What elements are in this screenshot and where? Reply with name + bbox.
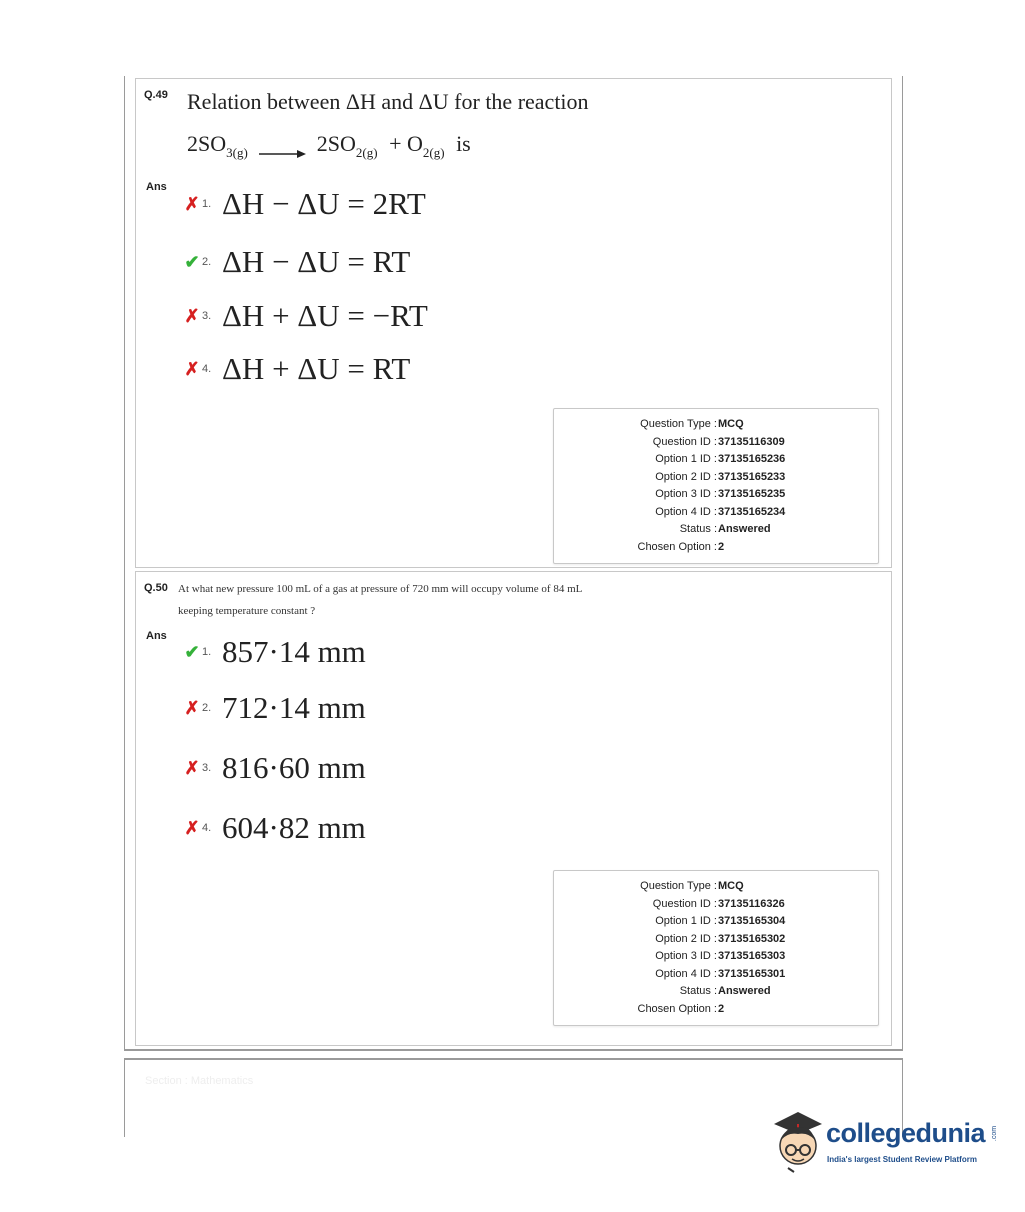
product-1-subscript: 2(g) bbox=[355, 145, 378, 160]
info-option-1-id: Option 1 ID : 37135165304 bbox=[655, 915, 786, 927]
info-status: Status : Answered bbox=[679, 523, 771, 535]
question-text: Relation between ΔH and ΔU for the reaction bbox=[187, 89, 589, 114]
info-chosen-option: Chosen Option : 2 bbox=[637, 540, 725, 553]
option-number: 2. bbox=[202, 702, 212, 714]
option-4 bbox=[184, 808, 366, 848]
cross-icon: ✗ bbox=[184, 305, 200, 326]
equation-tail: is bbox=[456, 131, 471, 156]
question-text-line-1: At what new pressure 100 mL of a gas at pressure of 720 mm will occupy volume of 84 mL bbox=[178, 583, 583, 595]
cross-icon: ✗ bbox=[184, 697, 200, 718]
product-1: 2SO bbox=[316, 131, 356, 156]
info-status: Status : Answered bbox=[679, 985, 771, 997]
option-1 bbox=[184, 184, 426, 224]
option-number: 1. bbox=[202, 198, 212, 210]
option-text: ΔH − ΔU = RT bbox=[222, 244, 411, 279]
option-number: 4. bbox=[202, 363, 212, 375]
check-icon: ✔ bbox=[184, 251, 200, 272]
reactant: 2SO bbox=[187, 131, 227, 156]
section-label: Section : Mathematics bbox=[145, 1075, 254, 1087]
option-text: 816·60 mm bbox=[222, 750, 366, 785]
question-50-panel bbox=[135, 571, 892, 1046]
option-number: 4. bbox=[202, 822, 212, 834]
option-number: 3. bbox=[202, 762, 212, 774]
collegedunia-logo bbox=[768, 1104, 1008, 1184]
option-text: 857·14 mm bbox=[222, 634, 366, 669]
option-4 bbox=[184, 349, 410, 389]
info-chosen-option: Chosen Option : 2 bbox=[637, 1002, 725, 1015]
question-number: Q.50 bbox=[144, 582, 168, 594]
question-text-line-2: keeping temperature constant ? bbox=[178, 605, 316, 617]
cross-icon: ✗ bbox=[184, 193, 200, 214]
ans-label: Ans bbox=[146, 630, 167, 642]
cross-icon: ✗ bbox=[184, 757, 200, 778]
info-option-3-id: Option 3 ID : 37135165235 bbox=[655, 488, 786, 500]
option-text: ΔH − ΔU = 2RT bbox=[222, 186, 426, 221]
info-option-3-id: Option 3 ID : 37135165303 bbox=[655, 950, 786, 962]
brand-suffix: .com bbox=[991, 1125, 999, 1142]
option-number: 1. bbox=[202, 646, 212, 658]
option-3 bbox=[184, 296, 428, 336]
reaction-equation bbox=[187, 131, 471, 161]
option-3 bbox=[184, 748, 366, 788]
option-2 bbox=[184, 242, 410, 282]
option-text: ΔH + ΔU = RT bbox=[222, 351, 411, 386]
option-1 bbox=[184, 632, 366, 672]
brand-tagline: India's largest Student Review Platform bbox=[827, 1155, 977, 1164]
option-text: ΔH + ΔU = −RT bbox=[222, 298, 428, 333]
option-2 bbox=[184, 688, 366, 728]
info-question-type: Question Type : MCQ bbox=[640, 880, 744, 892]
mascot-icon bbox=[768, 1106, 826, 1176]
brand-name: collegedunia bbox=[826, 1118, 986, 1148]
option-text: 604·82 mm bbox=[222, 810, 366, 845]
info-question-id: Question ID : 37135116309 bbox=[652, 435, 785, 448]
info-question-id: Question ID : 37135116326 bbox=[652, 897, 785, 910]
info-option-4-id: Option 4 ID : 37135165234 bbox=[655, 505, 786, 518]
option-number: 3. bbox=[202, 310, 212, 322]
arrow-icon bbox=[257, 140, 307, 152]
info-option-4-id: Option 4 ID : 37135165301 bbox=[655, 967, 786, 980]
info-option-2-id: Option 2 ID : 37135165302 bbox=[655, 932, 786, 945]
question-info-box bbox=[553, 408, 879, 564]
info-question-type: Question Type : MCQ bbox=[640, 418, 744, 430]
question-info-box bbox=[553, 870, 879, 1026]
option-number: 2. bbox=[202, 256, 212, 268]
cross-icon: ✗ bbox=[184, 817, 200, 838]
question-49-panel bbox=[135, 78, 892, 568]
product-2-subscript: 2(g) bbox=[422, 145, 445, 160]
option-text: 712·14 mm bbox=[222, 690, 366, 725]
info-option-1-id: Option 1 ID : 37135165236 bbox=[655, 453, 786, 465]
product-2: + O bbox=[389, 131, 423, 156]
info-option-2-id: Option 2 ID : 37135165233 bbox=[655, 470, 786, 483]
reactant-subscript: 3(g) bbox=[226, 145, 248, 160]
cross-icon: ✗ bbox=[184, 358, 200, 379]
question-number: Q.49 bbox=[144, 89, 168, 101]
check-icon: ✔ bbox=[184, 641, 200, 662]
ans-label: Ans bbox=[146, 181, 167, 193]
